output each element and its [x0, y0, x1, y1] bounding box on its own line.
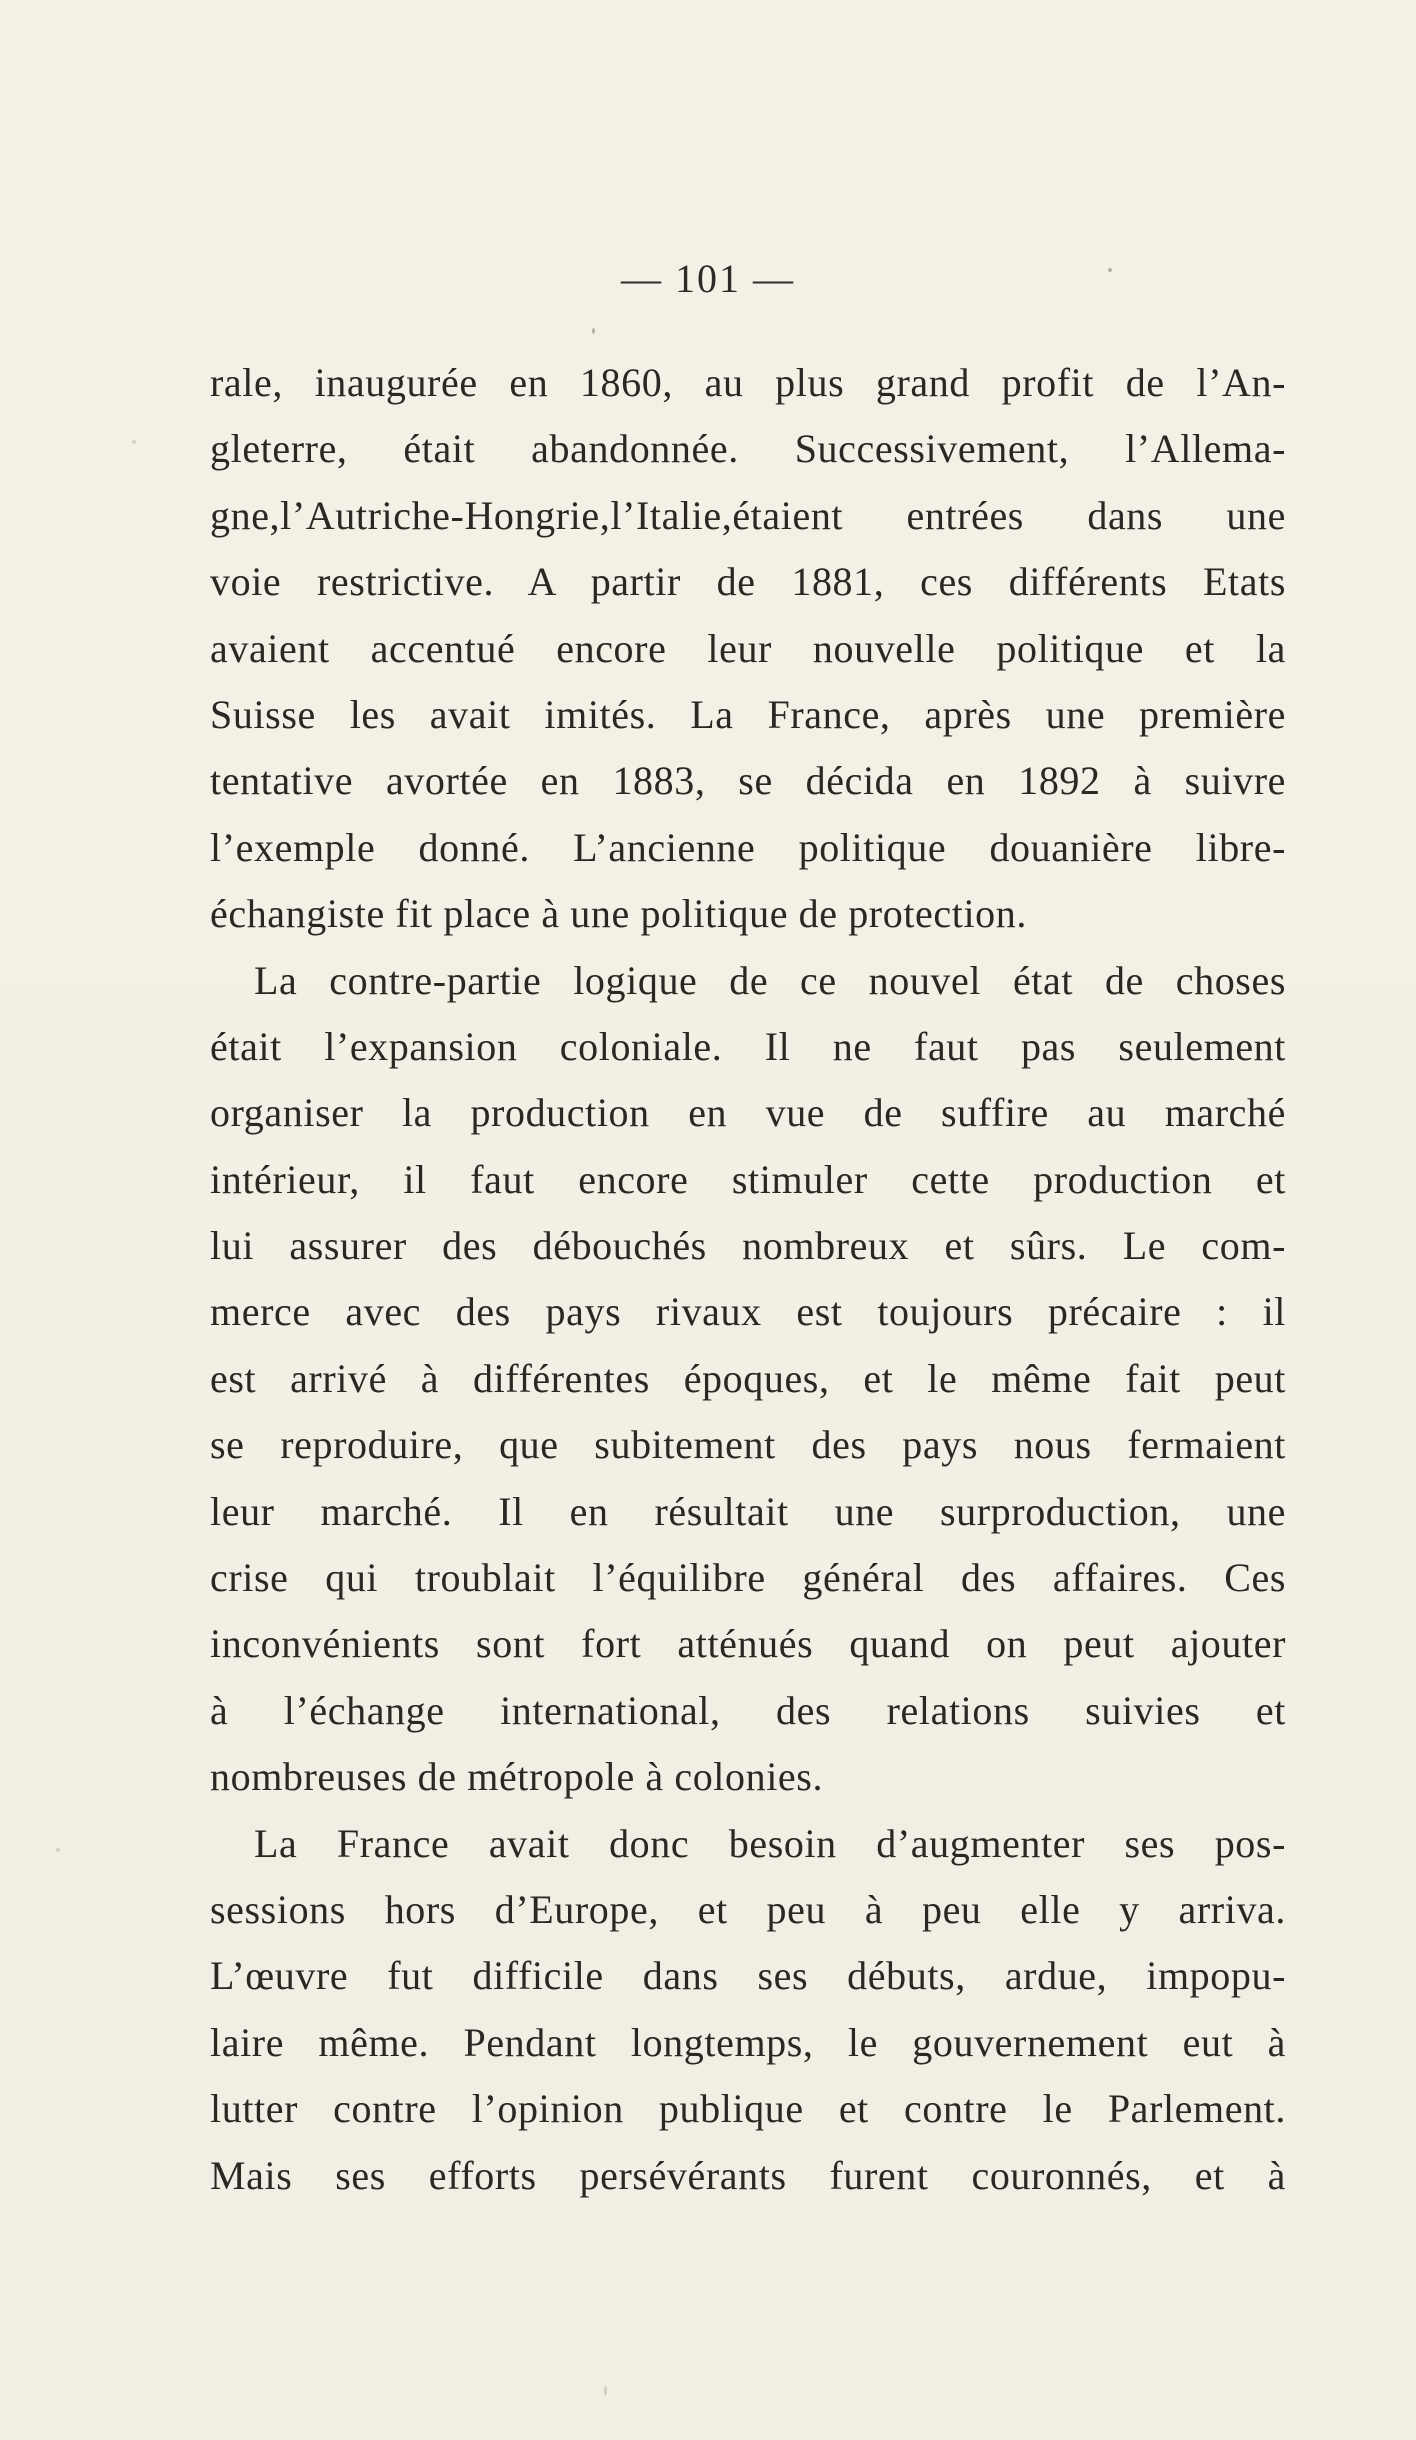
text-line: voie restrictive. A partir de 1881, ces différents Etats [210, 559, 1286, 605]
text-line: à l’échange international, des relations suivies et [210, 1687, 1286, 1733]
text-line: lui assurer des débouchés nombreux et sûrs. Le com- [210, 1223, 1286, 1269]
paper-speck [1108, 268, 1112, 272]
text-line: Mais ses efforts persévérants furent couronnés, et à [210, 2152, 1286, 2198]
paper-speck [592, 328, 595, 334]
text-line: gne,l’Autriche-Hongrie,l’Italie,étaient entrées dans une [210, 492, 1286, 538]
text-line: l’exemple donné. L’ancienne politique douanière libre- [210, 824, 1286, 870]
text-line: est arrivé à différentes époques, et le même fait peut [210, 1355, 1286, 1401]
text-line: sessions hors d’Europe, et peu à peu elle y arriva. [210, 1886, 1286, 1932]
text-line: La France avait donc besoin d’augmenter ses pos- [254, 1820, 1286, 1866]
text-line: organiser la production en vue de suffire au marché [210, 1090, 1286, 1136]
paper-speck [132, 440, 136, 444]
text-line: Suisse les avait imités. La France, après une première [210, 691, 1286, 737]
paper-speck [604, 2386, 607, 2396]
text-line: se reproduire, que subitement des pays nous fermaient [210, 1422, 1286, 1468]
text-line: L’œuvre fut difficile dans ses débuts, ardue, impopu- [210, 1953, 1286, 1999]
text-line: lutter contre l’opinion publique et contre le Parlement. [210, 2086, 1286, 2132]
text-line: tentative avortée en 1883, se décida en 1892 à suivre [210, 758, 1286, 804]
text-line: avaient accentué encore leur nouvelle politique et la [210, 625, 1286, 671]
text-line: merce avec des pays rivaux est toujours précaire : il [210, 1289, 1286, 1335]
text-line: leur marché. Il en résultait une surproduction, une [210, 1488, 1286, 1534]
text-line: crise qui troublait l’équilibre général des affaires. Ces [210, 1555, 1286, 1601]
paper-speck [56, 1848, 60, 1852]
body-text [210, 350, 1286, 2209]
text-line: gleterre, était abandonnée. Successivement, l’Allema- [210, 426, 1286, 472]
text-line: laire même. Pendant longtemps, le gouvernement eut à [210, 2019, 1286, 2065]
text-line: rale, inaugurée en 1860, au plus grand profit de l’An- [210, 360, 1286, 405]
text-line: était l’expansion coloniale. Il ne faut pas seulement [210, 1023, 1286, 1069]
text-line: échangiste fit place à une politique de protection. [210, 891, 1027, 937]
text-line: intérieur, il faut encore stimuler cette production et [210, 1156, 1286, 1202]
page-number: — 101 — [621, 256, 795, 301]
text-line: nombreuses de métropole à colonies. [210, 1754, 824, 1800]
text-line: La contre-partie logique de ce nouvel état de choses [254, 957, 1286, 1003]
text-line: inconvénients sont fort atténués quand on peut ajouter [210, 1621, 1286, 1667]
